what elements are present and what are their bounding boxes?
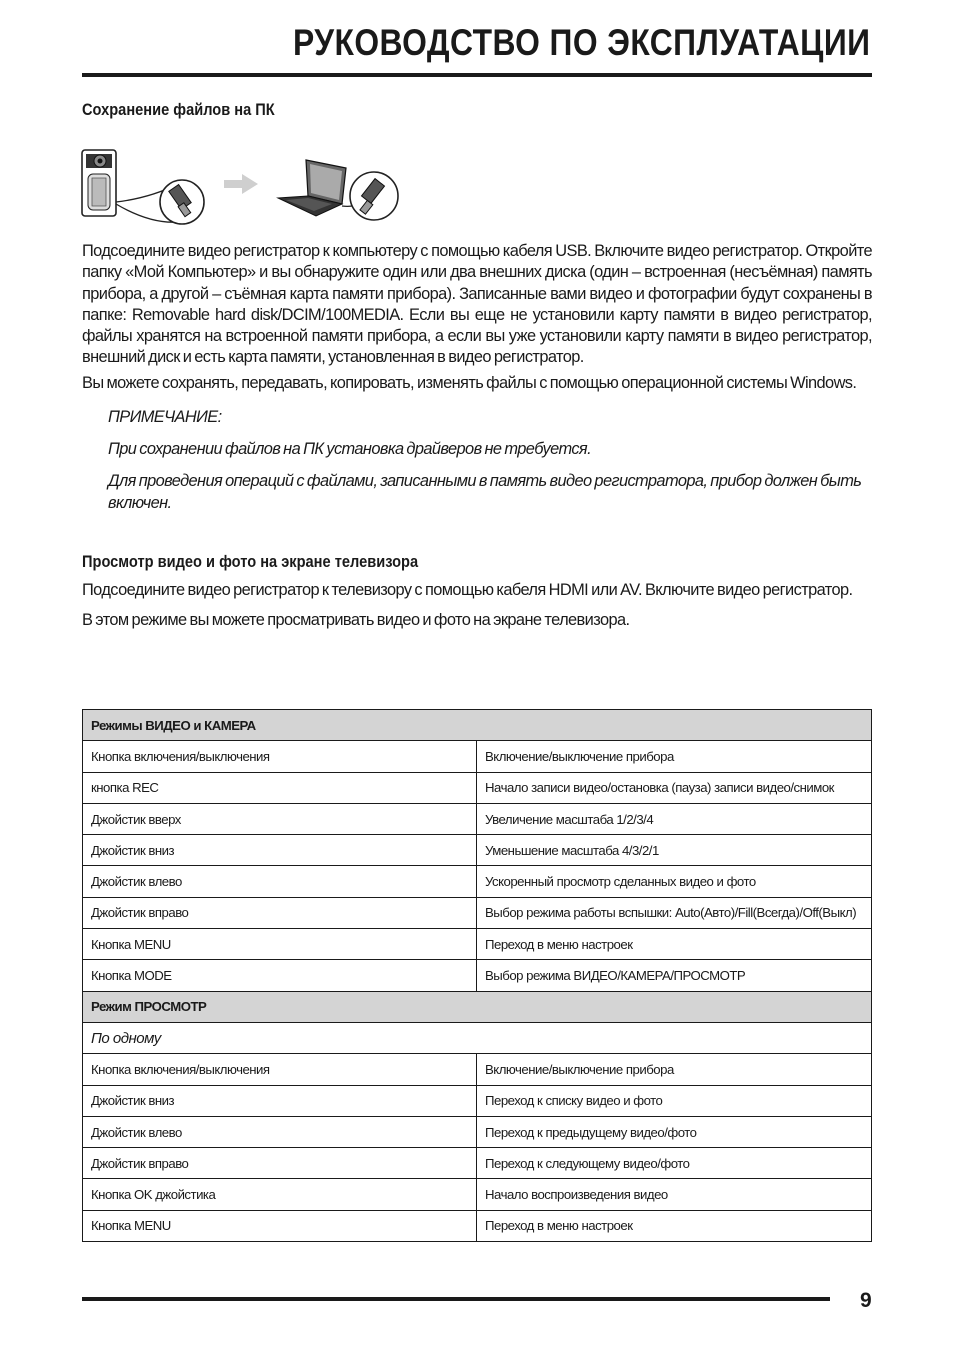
usb-connection-illustration: [80, 146, 410, 226]
table-row: [83, 1054, 872, 1085]
table-row: [83, 1116, 872, 1147]
table-cell-function: Увеличение масштаба 1/2/3/4: [477, 803, 872, 834]
table-row: [83, 1148, 872, 1179]
table-cell-function: Переход к списку видео и фото: [477, 1085, 872, 1116]
pc-paragraph-2: Вы можете сохранять, передавать, копировать, изменять файлы с помощью операционной системы Windows.: [82, 374, 857, 392]
table-cell-control: Кнопка включения/выключения: [83, 1054, 477, 1085]
table-subsection-header: По одному: [83, 1022, 872, 1053]
title-rule: [82, 73, 872, 77]
laptop-icon: [278, 160, 346, 216]
table-cell-function: Переход в меню настроек: [477, 929, 872, 960]
table-cell-control: Кнопка MODE: [83, 960, 477, 991]
pc-paragraph-1: Подсоедините видео регистратор к компьютеру с помощью кабеля USB. Включите видео регистратор. Откройте папку «Мой Компьютер» и вы обнаружите один или два внешних диска (один – встроенная (несъёмная) память прибора, а другой – съёмная карта памяти прибора). Записанные вами видео и фотографии будут сохранены в папке: Removable hard disk/DCIM/100MEDIA. Если вы еще не установили карту памяти в видео регистратор, файлы хранятся на встроенной памяти прибора, а если вы уже установили карту памяти в видео регистратор, внешний диск и есть карта памяти, установленная в видео регистратор.: [82, 242, 872, 367]
arrow-right-icon: [224, 174, 258, 194]
table-cell-control: Кнопка MENU: [83, 929, 477, 960]
section-heading-tv: Просмотр видео и фото на экране телевизора: [82, 552, 419, 571]
table-row: [83, 929, 872, 960]
table-row: [83, 803, 872, 834]
table-cell-function: Начало записи видео/остановка (пауза) записи видео/снимок: [477, 772, 872, 803]
table-row: [83, 1179, 872, 1210]
table-cell-control: Кнопка MENU: [83, 1210, 477, 1241]
table-section-header: Режим ПРОСМОТР: [83, 991, 872, 1022]
table-cell-function: Переход к следующему видео/фото: [477, 1148, 872, 1179]
table-row: [83, 772, 872, 803]
table-cell-control: Кнопка включения/выключения: [83, 741, 477, 772]
section-heading-pc: Сохранение файлов на ПК: [82, 100, 275, 119]
page-number: 9: [860, 1289, 872, 1312]
table-cell-function: Переход к предыдущему видео/фото: [477, 1116, 872, 1147]
table-cell-control: Джойстик влево: [83, 1116, 477, 1147]
table-cell-function: Начало воспроизведения видео: [477, 1179, 872, 1210]
table-row: [83, 1210, 872, 1241]
table-cell-function: Переход в меню настроек: [477, 1210, 872, 1241]
table-cell-control: Кнопка OK джойстика: [83, 1179, 477, 1210]
table-row: [83, 897, 872, 928]
table-cell-function: Включение/выключение прибора: [477, 741, 872, 772]
table-cell-control: Джойстик влево: [83, 866, 477, 897]
table-cell-control: Джойстик вниз: [83, 835, 477, 866]
table-cell-function: Уменьшение масштаба 4/3/2/1: [477, 835, 872, 866]
table-row: [83, 741, 872, 772]
camera-icon: [82, 150, 116, 216]
table-cell-control: Джойстик вверх: [83, 803, 477, 834]
page-title: РУКОВОДСТВО ПО ЭКСПЛУАТАЦИИ: [292, 22, 870, 63]
table-row: [83, 960, 872, 991]
table-cell-function: Выбор режима ВИДЕО/КАМЕРА/ПРОСМОТР: [477, 960, 872, 991]
table-row: [83, 866, 872, 897]
table-cell-control: Джойстик вниз: [83, 1085, 477, 1116]
controls-table: [82, 709, 872, 1242]
table-cell-control: Джойстик вправо: [83, 1148, 477, 1179]
usb-plug-icon: [160, 180, 204, 224]
usb-plug-icon: [350, 172, 398, 220]
table-cell-control: Джойстик вправо: [83, 897, 477, 928]
footer-rule: [82, 1297, 830, 1301]
tv-paragraph-2: В этом режиме вы можете просматривать видео и фото на экране телевизора.: [82, 611, 630, 629]
note-text-2: Для проведения операций с файлами, записанными в память видео регистратора, прибор должен быть включен.: [108, 472, 862, 512]
table-cell-control: кнопка REC: [83, 772, 477, 803]
table-section-header: Режимы ВИДЕО и КАМЕРА: [83, 710, 872, 741]
table-row: [83, 1085, 872, 1116]
table-row: [83, 835, 872, 866]
note-text-1: При сохранении файлов на ПК установка драйверов не требуется.: [108, 440, 592, 458]
table-cell-function: Включение/выключение прибора: [477, 1054, 872, 1085]
tv-paragraph-1: Подсоедините видео регистратор к телевизору с помощью кабеля HDMI или AV. Включите видео регистратор.: [82, 581, 853, 599]
table-cell-function: Выбор режима работы вспышки: Auto(Авто)/Fill(Всегда)/Off(Выкл): [477, 897, 872, 928]
table-cell-function: Ускоренный просмотр сделанных видео и фото: [477, 866, 872, 897]
note-label: ПРИМЕЧАНИЕ:: [108, 408, 222, 426]
